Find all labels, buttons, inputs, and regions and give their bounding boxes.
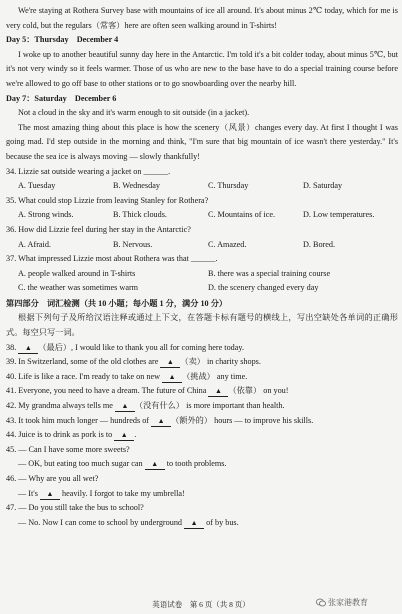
option: C. the weather was sometimes warm: [18, 283, 139, 293]
page-footer: 英语试卷 第 6 页（共 8 页）: [152, 600, 250, 609]
item-text: 39. In Switzerland, some of the old clothes are: [6, 357, 161, 367]
triangle-icon: ▲: [190, 518, 198, 527]
item-46-answer: [6, 487, 398, 502]
triangle-icon: ▲: [168, 372, 176, 381]
item-text: — No. Now I can come to school by underground: [18, 517, 185, 527]
part4-heading: 第四部分 词汇检测（共 10 小题；每小题 1 分，满分 10 分）: [6, 298, 228, 308]
option: A. Tuesday: [18, 181, 56, 191]
day5-heading: Day 5：Thursday December 4: [6, 35, 119, 45]
option: B. Nervous.: [113, 239, 153, 249]
question-37-options-row1: [6, 267, 398, 282]
option: D. Low temperatures.: [303, 210, 375, 220]
item-45-question: 45. — Can I have some more sweets?: [6, 444, 130, 454]
triangle-icon: ▲: [121, 402, 129, 411]
item-text: of by bus.: [204, 517, 239, 527]
question-36-options: [6, 238, 398, 253]
item-text: 44. Juice is to drink as pork is to: [6, 430, 115, 440]
question-34-options: [6, 179, 398, 194]
answer-blank[interactable]: [151, 416, 171, 427]
item-text: — OK, but eating too much sugar can: [18, 459, 145, 469]
question-35-options: [6, 208, 398, 223]
option: C. Thursday: [208, 181, 249, 191]
item-text: any time.: [214, 371, 248, 381]
option: A. people walked around in T-shirts: [18, 268, 136, 278]
item-40: [6, 370, 398, 385]
item-text: 38.: [6, 342, 19, 352]
answer-blank[interactable]: [162, 372, 182, 383]
question-35: 35. What could stop Lizzie from leaving Stanley for Rothera?: [6, 195, 209, 205]
wechat-icon: [316, 598, 326, 607]
triangle-icon: ▲: [120, 431, 128, 440]
item-text: is more important than health.: [184, 401, 285, 411]
item-text: on you!: [261, 386, 289, 396]
option: A. Afraid.: [18, 239, 51, 249]
item-46-question: 46. — Why are you all wet?: [6, 474, 99, 483]
item-hint: （挑战）: [182, 371, 215, 381]
item-47-question: 47. — Do you still take the bus to school?: [6, 503, 144, 513]
triangle-icon: ▲: [46, 489, 54, 498]
answer-blank[interactable]: [115, 401, 135, 412]
day7-paragraph-2: The most amazing thing about this place is how the scenery（风景）changes every day. At first I thought I was going mad. I'd step outside in the morning and think, "I'm sure that big mountain of ice wasn't there yesterday." It's because the sea ice is always moving — slowly thankfully!: [6, 122, 398, 161]
item-44: [6, 428, 398, 443]
item-text: — It's: [18, 488, 40, 498]
item-text: to tooth problems.: [164, 459, 227, 469]
item-text: hours — to improve his skills.: [212, 415, 314, 425]
part4-instructions: 根据下列句子及所给汉语注释或通过上下文，在答题卡标有题号的横线上，写出空缺处各单词的正确形式。每空只写一词。: [6, 313, 398, 338]
triangle-icon: ▲: [166, 358, 174, 367]
answer-blank[interactable]: [184, 518, 204, 529]
question-37: 37. What impressed Lizzie most about Rothera was that ______.: [6, 254, 218, 264]
triangle-icon: ▲: [214, 387, 222, 396]
item-text: .: [134, 430, 137, 440]
option: C. Mountains of ice.: [208, 210, 276, 220]
item-45-answer: [6, 457, 398, 472]
exam-page: [6, 4, 398, 530]
option: D. Bored.: [303, 239, 336, 249]
question-34: 34. Lizzie sat outside wearing a jacket on ______.: [6, 166, 171, 176]
item-hint: （额外的）: [171, 415, 213, 425]
answer-blank[interactable]: [18, 343, 38, 354]
option: D. Saturday: [303, 181, 343, 191]
day7-heading: Day 7：Saturday December 6: [6, 93, 117, 103]
item-text: 42. My grandma always tells me: [6, 401, 115, 411]
item-hint: （卖）: [180, 357, 205, 367]
option: B. there was a special training course: [208, 268, 331, 278]
watermark-text: 张家港教育: [328, 598, 368, 607]
day5-paragraph: I woke up to another beautiful sunny day here in the Antarctic. I'm told it's a bit colder today, about minus 5℃, but it's not very windy so it feels warmer. Those of us who are new to the base have to do a special training course before we're allowed to go off base to other stations or to go snowboarding over the nearby hill.: [6, 49, 398, 88]
answer-blank[interactable]: [114, 430, 137, 441]
answer-blank[interactable]: [160, 357, 180, 368]
option: C. Amazed.: [208, 239, 247, 249]
intro-paragraph: We're staying at Rothera Survey base with mountains of ice all around. It's about minus 2℃ today, which for me is very cold, but the regulars（常客）here are often seen walking around in T-shirts!: [6, 6, 398, 30]
question-36: 36. How did Lizzie feel during her stay in the Antarctic?: [6, 224, 191, 234]
item-hint: （依靠）: [228, 386, 262, 396]
answer-blank[interactable]: [40, 489, 60, 500]
item-38: [6, 341, 398, 356]
item-47-answer: [6, 516, 398, 531]
item-text: 40. Life is like a race. I'm ready to take on new: [6, 371, 163, 381]
option: D. the scenery changed every day: [208, 283, 319, 293]
answer-blank[interactable]: [145, 459, 165, 470]
item-text: 41. Everyone, you need to have a dream. The future of China: [6, 386, 209, 396]
answer-blank[interactable]: [208, 386, 228, 397]
item-42: [6, 399, 398, 414]
option: B. Wednesday: [113, 181, 160, 191]
triangle-icon: ▲: [157, 416, 165, 425]
item-43: [6, 414, 398, 429]
item-text: 43. It took him much longer — hundreds of: [6, 415, 152, 425]
item-text: , I would like to thank you all for coming here today.: [71, 342, 245, 352]
item-hint: （最后）: [38, 342, 72, 352]
option: B. Thick clouds.: [113, 210, 167, 220]
watermark: [316, 597, 368, 609]
item-text: heavily. I forgot to take my umbrella!: [59, 488, 185, 498]
item-41: [6, 384, 398, 399]
question-37-options-row2: [6, 281, 398, 296]
option: A. Strong winds.: [18, 210, 74, 220]
item-39: [6, 355, 398, 370]
item-hint: （没有什么）: [134, 401, 185, 411]
triangle-icon: ▲: [24, 343, 32, 352]
item-text: in charity shops.: [204, 357, 261, 367]
day7-paragraph-1: Not a cloud in the sky and it's warm enough to sit outside (in a jacket).: [18, 108, 250, 118]
triangle-icon: ▲: [151, 460, 159, 469]
